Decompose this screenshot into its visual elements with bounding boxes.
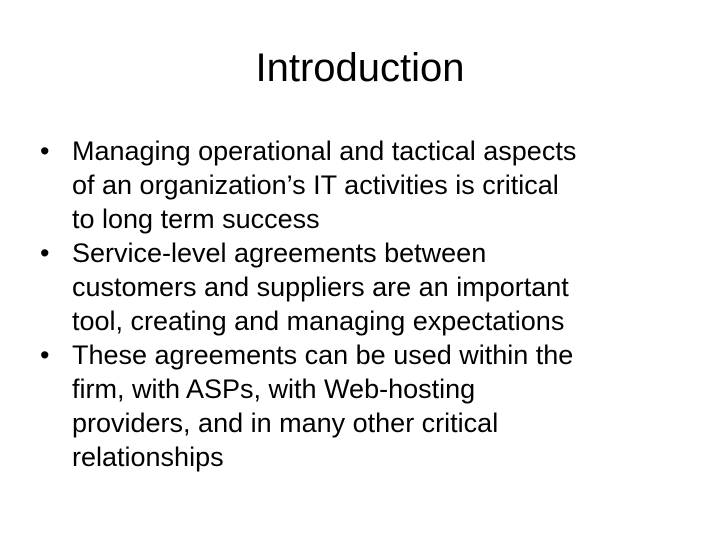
bullet-text-line: of an organization’s IT activities is critical: [72, 170, 559, 200]
bullet-item: [40, 236, 680, 338]
bullet-text-line: relationships: [72, 442, 224, 472]
bullet-text-line: These agreements can be used within the: [72, 340, 574, 370]
bullet-text-line: Managing operational and tactical aspects: [72, 136, 577, 166]
bullet-text-line: to long term success: [72, 204, 320, 234]
bullet-item: [40, 338, 680, 474]
bullet-list: [40, 134, 680, 474]
bullet-icon: •: [40, 136, 50, 166]
bullet-text-line: providers, and in many other critical: [72, 408, 499, 438]
bullet-icon: •: [40, 340, 50, 370]
slide-title: Introduction: [255, 46, 465, 90]
bullet-text-line: tool, creating and managing expectations: [72, 306, 565, 336]
bullet-item: [40, 134, 680, 236]
bullet-text-line: Service-level agreements between: [72, 238, 487, 268]
bullet-text-line: firm, with ASPs, with Web-hosting: [72, 374, 476, 404]
bullet-icon: •: [40, 238, 50, 268]
bullet-text-line: customers and suppliers are an important: [72, 272, 569, 302]
